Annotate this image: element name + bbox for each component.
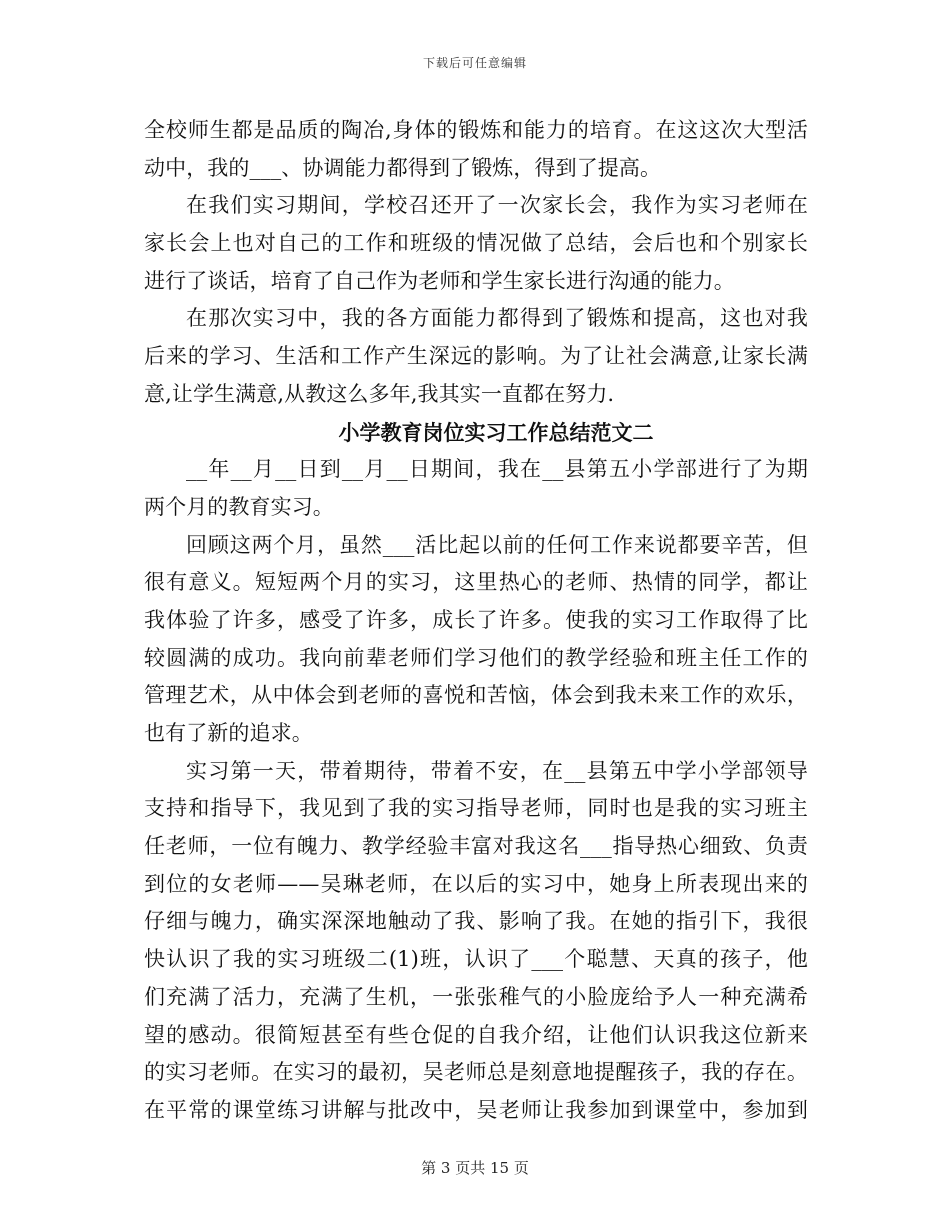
paragraph-start-line: __年__月__日到__月__日期间，我在__县第五小学部进行了为期 xyxy=(186,457,808,482)
page-footer: 第 3 页共 15 页 xyxy=(421,1159,529,1177)
text-line: 快认识了我的实习班级二(1)班，认识了___个聪慧、天真的孩子，他 xyxy=(144,947,808,972)
text-line: 在平常的课堂练习讲解与批改中，吴老师让我参加到课堂中，参加到 xyxy=(144,1097,808,1122)
section-title: 小学教育岗位实习工作总结范文二 xyxy=(338,419,654,445)
text-line: 仔细与魄力，确实深深地触动了我、影响了我。在她的指引下，我很 xyxy=(144,909,808,934)
text-line: 管理艺术，从中体会到老师的喜悦和苦恼，体会到我未来工作的欢乐， xyxy=(144,683,808,708)
text-line: 两个月的教育实习。 xyxy=(144,494,334,519)
text-line: 望的感动。很简短甚至有些仓促的自我介绍，让他们认识我这位新来 xyxy=(144,1022,808,1047)
text-line: 家长会上也对自己的工作和班级的情况做了总结，会后也和个别家长 xyxy=(144,231,808,256)
text-line: 动中，我的___、协调能力都得到了锻炼，得到了提高。 xyxy=(144,155,662,180)
text-line: 全校师生都是品质的陶冶,身体的锻炼和能力的培育。在这这次大型活 xyxy=(144,118,808,142)
document-body xyxy=(144,112,808,1130)
text-line: 也有了新的追求。 xyxy=(144,721,313,745)
text-line: 我体验了许多，感受了许多，成长了许多。使我的实习工作取得了比 xyxy=(144,607,808,632)
text-line: 们充满了活力，充满了生机，一张张稚气的小脸庞给予人一种充满希 xyxy=(144,984,808,1009)
text-line: 进行了谈话，培育了自己作为老师和学生家长进行沟通的能力。 xyxy=(144,268,735,293)
page-header: 下载后可任意编辑 xyxy=(422,56,527,70)
text-line: 后来的学习、生活和工作产生深远的影响。为了让社会满意,让家长满 xyxy=(144,344,808,369)
text-line: 意,让学生满意,从教这么多年,我其实一直都在努力. xyxy=(144,381,615,406)
text-line: 很有意义。短短两个月的实习，这里热心的老师、热情的同学，都让 xyxy=(144,570,808,595)
text-line: 的实习老师。在实习的最初，吴老师总是刻意地提醒孩子，我的存在。 xyxy=(144,1060,808,1085)
paragraph-start-line: 在那次实习中，我的各方面能力都得到了锻炼和提高，这也对我 xyxy=(186,306,808,331)
paragraph-start-line: 在我们实习期间，学校召还开了一次家长会，我作为实习老师在 xyxy=(186,193,808,218)
paragraph-start-line: 回顾这两个月，虽然___活比起以前的任何工作来说都要辛苦，但 xyxy=(186,532,808,557)
text-line: 支持和指导下，我见到了我的实习指导老师，同时也是我的实习班主 xyxy=(144,796,808,821)
text-line: 较圆满的成功。我向前辈老师们学习他们的教学经验和班主任工作的 xyxy=(144,645,808,670)
paragraph-start-line: 实习第一天，带着期待，带着不安，在__县第五中学小学部领导 xyxy=(186,758,808,783)
text-line: 到位的女老师——吴琳老师，在以后的实习中，她身上所表现出来的 xyxy=(144,871,808,896)
text-line: 任老师，一位有魄力、教学经验丰富对我这名___指导热心细致、负责 xyxy=(144,834,808,859)
